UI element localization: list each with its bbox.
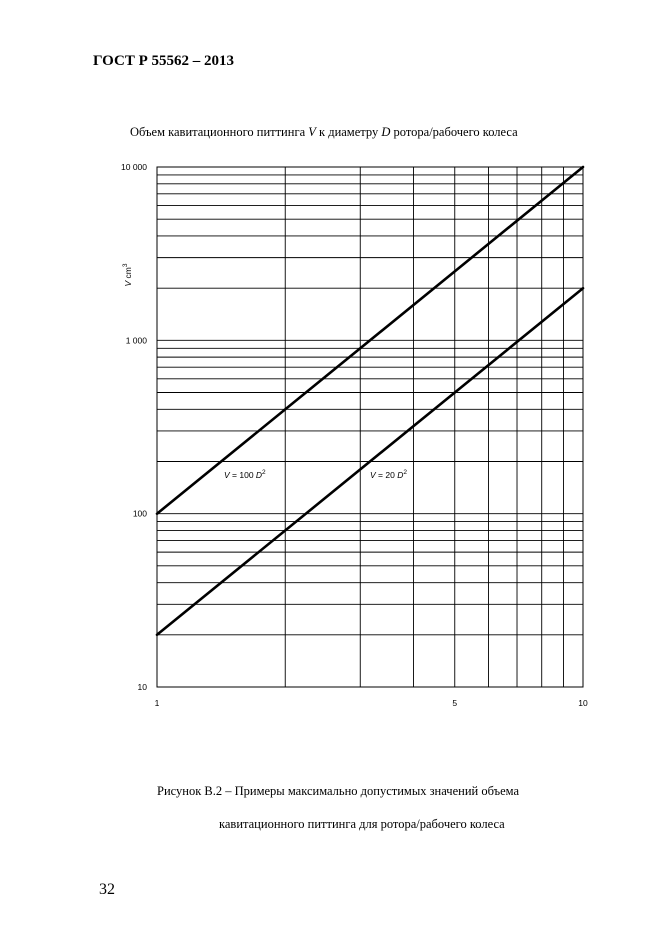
x-tick-label: 10 xyxy=(578,698,588,708)
chart-title-d-symbol: D xyxy=(381,125,391,139)
grid-layer xyxy=(157,167,583,687)
x-tick-label: 5 xyxy=(452,698,458,708)
y-axis-symbol: V xyxy=(123,280,133,287)
annotation-coef: = 20 xyxy=(375,470,398,480)
y-axis-unit: cm xyxy=(123,267,133,281)
plot-frame xyxy=(157,167,583,687)
chart-title-text-1: Объем кавитационного питтинга xyxy=(130,125,309,139)
ticks-layer xyxy=(121,162,588,708)
series-layer xyxy=(157,167,583,635)
y-tick-label: 10 000 xyxy=(121,162,147,172)
chart-title-v-symbol: V xyxy=(308,125,316,139)
y-axis-label xyxy=(122,263,133,286)
series-annotation-1 xyxy=(224,469,266,480)
figure-caption-line-1: Рисунок В.2 – Примеры максимально допустимых значений объема xyxy=(157,784,519,798)
annotation-d: D xyxy=(255,470,263,480)
figure-caption-line-2: кавитационного питтинга для ротора/рабочего колеса xyxy=(219,817,505,831)
page-number: 32 xyxy=(99,881,115,898)
x-tick-label: 1 xyxy=(154,698,160,708)
y-axis-label-text xyxy=(122,263,133,286)
annotation-var: V xyxy=(224,470,230,480)
y-axis-label-group xyxy=(122,263,133,286)
series-annotation-2 xyxy=(370,469,407,480)
y-axis-unit-exponent: 3 xyxy=(122,263,129,268)
annotation-d: D xyxy=(397,470,404,480)
annotation-exp: 2 xyxy=(262,469,266,476)
annotations-layer xyxy=(224,469,407,480)
chart-title-text-2: к диаметру xyxy=(315,125,382,139)
annotation-coef: = 100 xyxy=(229,470,256,480)
y-tick-label: 1 000 xyxy=(125,335,147,346)
annotation-var: V xyxy=(370,470,376,480)
y-tick-label: 10 xyxy=(137,682,147,692)
chart-title-text-3: ротора/рабочего колеса xyxy=(390,125,518,139)
annotation-exp: 2 xyxy=(403,469,407,476)
standard-header: ГОСТ Р 55562 – 2013 xyxy=(93,53,235,69)
y-tick-label: 100 xyxy=(132,508,147,519)
